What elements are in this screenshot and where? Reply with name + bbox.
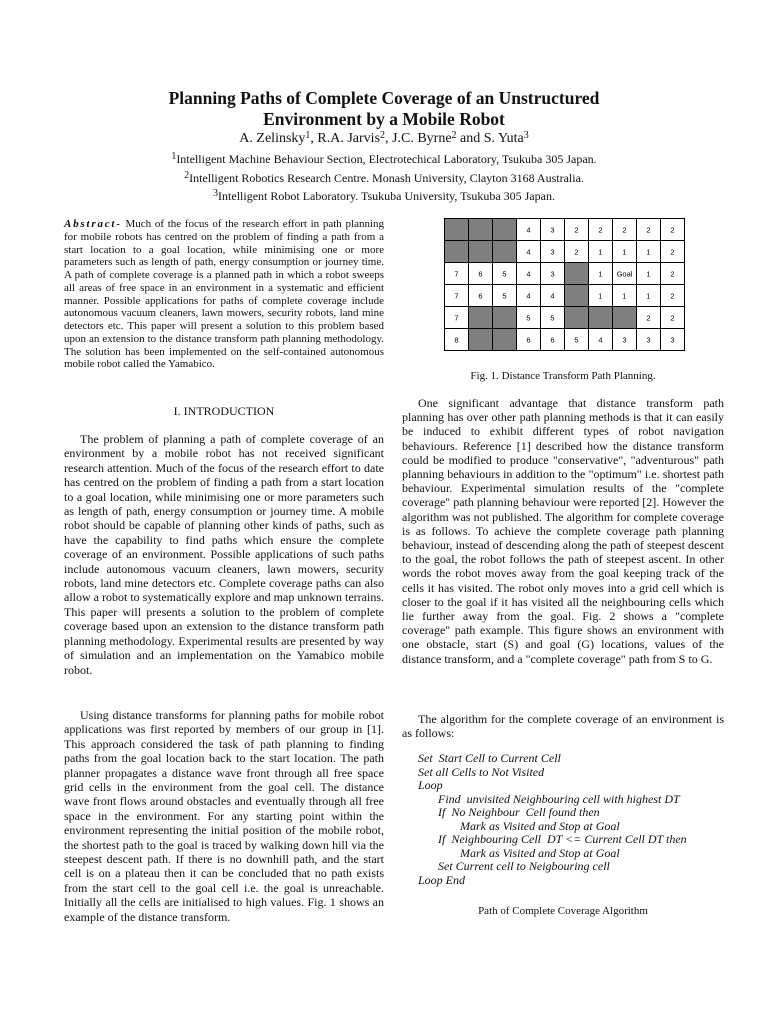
author-sup: 3 bbox=[523, 130, 529, 141]
author-sup: 1 bbox=[305, 130, 311, 141]
grid-cell-value: 3 bbox=[646, 335, 651, 345]
author-sep: and bbox=[456, 131, 484, 146]
grid-cell-value: 4 bbox=[526, 291, 531, 301]
author-name: S. Yuta bbox=[483, 131, 524, 146]
affiliation-num: 3 bbox=[213, 188, 219, 199]
algorithm-line: Set all Cells to Not Visited bbox=[418, 764, 545, 779]
author-sup: 2 bbox=[451, 130, 457, 141]
grid-cell-value: 2 bbox=[574, 247, 579, 257]
section-heading-introduction: I. INTRODUCTION bbox=[173, 404, 275, 418]
grid-cell-value: 5 bbox=[502, 291, 507, 301]
grid-cell-value: 1 bbox=[646, 291, 651, 301]
grid-cell-obstacle bbox=[493, 307, 517, 329]
author-name: A. Zelinsky bbox=[239, 131, 306, 146]
grid-cell-value: 1 bbox=[646, 247, 651, 257]
affiliation-text: Intelligent Robot Laboratory. Tsukuba University, Tsukuba 305 Japan. bbox=[218, 189, 555, 203]
grid-cell-obstacle bbox=[613, 307, 637, 329]
grid-cell-value: 4 bbox=[526, 269, 531, 279]
grid-cell-value: 2 bbox=[670, 291, 675, 301]
algorithm-line: Mark as Visited and Stop at Goal bbox=[460, 818, 620, 833]
abstract-paragraph bbox=[64, 218, 384, 371]
paragraph-text: Using distance transforms for planning paths for mobile robot applications was first reported by members of our group in [1]. This approach considered the task of path planning to finding paths from the goal location back to the start location. The path planner propagates a distance wave front through all free space grid cells in the environment from the goal cell. The distance wave front flows around obstacles and eventually through all free space in the environment. For any starting point within the environment representing the initial position of the mobile robot, the shortest path to the goal is traced by walking down hill via the steepest descent path. If there is no downhill path, and the start cell is on a plateau then it can be concluded that no path exists from the start cell to the goal cell i.e. the goal is unreachable. Initially all the cells are initialised to high values. Fig. 1 shows an example of the distance transform. bbox=[64, 708, 384, 924]
grid-cell-obstacle bbox=[589, 307, 613, 329]
distance-transform-grid bbox=[444, 218, 686, 352]
affiliation-1 bbox=[0, 152, 768, 166]
grid-cell-value: 5 bbox=[526, 313, 531, 323]
paragraph-text: The algorithm for the complete coverage of an environment is as follows: bbox=[402, 712, 724, 741]
grid-cell-value: 3 bbox=[550, 247, 555, 257]
grid-cell-value: 3 bbox=[550, 269, 555, 279]
paragraph-text: One significant advantage that distance transform path planning has over other path planning methods is that it can easily be induced to exhibit different types of robot navigation behaviours. Reference [1] described how the distance transform could be modified to produce "conservative", "adventurous" path planning behaviours in addition to the "optimum" i.e. shortest path behaviour. Experimental simulation results of the "complete coverage" path planning behaviour were reported [2]. However the algorithm was not published. The algorithm for complete coverage is as follows. To achieve the complete coverage path planning behaviour, instead of descending along the path of steepest descent to the goal, the robot follows the path of steepest ascent. In other words the robot moves away from the goal keeping track of the cells it has visited. The robot only moves into a grid cell which is closer to the goal if it has visited all the neighbouring cells which lie further away from the goal. Fig. 2 shows a "complete coverage" path example. This figure shows an environment with one obstacle, start (S) and goal (G) locations, values of the distance transform, and a "complete coverage" path from S to G. bbox=[402, 396, 724, 666]
affiliation-num: 2 bbox=[184, 170, 190, 181]
grid-cell-obstacle bbox=[565, 263, 589, 285]
grid-cell-value: 6 bbox=[478, 269, 483, 279]
grid-cell-obstacle bbox=[469, 219, 493, 241]
abstract bbox=[64, 218, 384, 371]
grid-cell-obstacle bbox=[469, 329, 493, 351]
affiliation-text: Intelligent Robotics Research Centre. Monash University, Clayton 3168 Australia. bbox=[189, 171, 584, 185]
grid-cell-value: 2 bbox=[646, 313, 651, 323]
algorithm-line: Find unvisited Neighbouring cell with highest DT bbox=[438, 791, 680, 806]
grid-cell-value: 1 bbox=[622, 247, 627, 257]
grid-cell-value: 2 bbox=[598, 225, 603, 235]
author-sep: , bbox=[385, 131, 393, 146]
algorithm-line: Mark as Visited and Stop at Goal bbox=[460, 845, 620, 860]
paper-title bbox=[0, 88, 768, 130]
algorithm-line: Set Start Cell to Current Cell bbox=[418, 751, 561, 765]
grid-cell-value: 5 bbox=[550, 313, 555, 323]
grid-cell-obstacle bbox=[565, 285, 589, 307]
grid-cell-obstacle bbox=[493, 219, 517, 241]
abstract-text: Much of the focus of the research effort in path planning for mobile robots has centred on the problem of finding a path from a start location to a goal location, while minimising one or more parameters such as length of path, energy consumption or journey time. A path of complete coverage is a planned path in which a robot sweeps all areas of free space in an environment in a systematic and efficient manner. Possible applications for paths of complete coverage include autonomous vacuum cleaners, lawn mowers, security robots, land mine detectors etc. This paper will present a solution to this problem based upon an extension to the distance transform path planning methodology. The solution has been implemented on the self-contained autonomous mobile robot called the Yamabico. bbox=[64, 218, 385, 371]
affiliation-text: Intelligent Machine Behaviour Section, Electrotechical Laboratory, Tsukuba 305 Japan. bbox=[176, 152, 597, 166]
goal-cell-label: Goal bbox=[616, 269, 633, 279]
grid-cell-value: 7 bbox=[454, 313, 459, 323]
grid-cell-obstacle bbox=[493, 329, 517, 351]
algorithm-line: Loop End bbox=[418, 872, 466, 887]
grid-cell-value: 6 bbox=[526, 335, 531, 345]
grid-cell-value: 3 bbox=[550, 225, 555, 235]
grid-cell-obstacle bbox=[565, 307, 589, 329]
grid-cell-value: 4 bbox=[598, 335, 603, 345]
grid-cell-obstacle bbox=[469, 307, 493, 329]
grid-cell-value: 5 bbox=[574, 335, 579, 345]
author-sup: 2 bbox=[380, 130, 386, 141]
grid-cell-value: 2 bbox=[646, 225, 651, 235]
grid-cell-value: 6 bbox=[550, 335, 555, 345]
title-line-1: Planning Paths of Complete Coverage of an Unstructured bbox=[168, 88, 600, 108]
title-line-2: Environment by a Mobile Robot bbox=[263, 109, 505, 129]
author-sep: , bbox=[310, 131, 318, 146]
grid-cell-value: 7 bbox=[454, 291, 459, 301]
algorithm-line: Set Current cell to Neigbouring cell bbox=[438, 859, 610, 873]
grid-cell-value: 1 bbox=[598, 269, 603, 279]
affiliation-3 bbox=[0, 189, 768, 203]
right-paragraph-2 bbox=[402, 712, 724, 741]
algorithm-line: If No Neighbour Cell found then bbox=[438, 805, 600, 819]
grid-cell-value: 8 bbox=[454, 335, 459, 345]
affiliation-2 bbox=[0, 171, 768, 185]
grid-cell-value: 3 bbox=[622, 335, 627, 345]
paragraph-text: The problem of planning a path of complete coverage of an environment by a mobile robot has not received significant research attention. Much of the focus of the research effort to date has centred on the problem of finding a path from a start location to a goal location, while minimising one or more parameters such as length of path, energy consumption or journey time. A mobile robot should be capable of planning other kinds of paths, such as have the capability to find paths which ensure the complete coverage of an environment. Possible applications of such paths include autonomous vacuum cleaners, lawn mowers, security robots, land mine detectors etc. Complete coverage paths can also allow a robot to systematically explore and map unknown terrains. This paper will presents a solution to the problem of complete coverage based upon an extension to the distance transform path planning methodology. Experimental results are presented by way of simulation and an implementation on the Yamabico mobile robot. bbox=[64, 432, 384, 677]
intro-paragraph-1 bbox=[64, 432, 384, 677]
grid-cell-value: 2 bbox=[574, 225, 579, 235]
grid-cell-obstacle bbox=[469, 241, 493, 263]
grid-cell-obstacle bbox=[445, 241, 469, 263]
grid-cell-value: 1 bbox=[622, 291, 627, 301]
intro-paragraph-2 bbox=[64, 708, 384, 924]
figure-1-caption: Fig. 1. Distance Transform Path Planning. bbox=[470, 370, 656, 382]
algorithm-listing bbox=[418, 752, 687, 887]
right-paragraph-1 bbox=[402, 396, 724, 666]
grid-cell-value: 5 bbox=[502, 269, 507, 279]
grid-cell-value: 3 bbox=[670, 335, 675, 345]
algorithm-line: Loop bbox=[418, 778, 443, 792]
grid-cell-value: 4 bbox=[526, 247, 531, 257]
abstract-label: Abstract- bbox=[64, 218, 122, 230]
grid-cell-value: 4 bbox=[550, 291, 555, 301]
grid-cell-value: 2 bbox=[670, 225, 675, 235]
grid-cell-value: 2 bbox=[670, 269, 675, 279]
author-name: J.C. Byrne bbox=[392, 131, 452, 146]
author-list bbox=[0, 130, 768, 148]
algorithm-line: If Neighbouring Cell DT <= Current Cell DT then bbox=[438, 832, 687, 846]
grid-cell-value: 1 bbox=[646, 269, 651, 279]
grid-cell-obstacle bbox=[445, 219, 469, 241]
grid-cell-value: 1 bbox=[598, 247, 603, 257]
grid-cell-value: 2 bbox=[670, 313, 675, 323]
grid-cell-value: 1 bbox=[598, 291, 603, 301]
grid-cell-value: 6 bbox=[478, 291, 483, 301]
grid-cell-value: 2 bbox=[622, 225, 627, 235]
author-name: R.A. Jarvis bbox=[317, 131, 381, 146]
algorithm-caption: Path of Complete Coverage Algorithm bbox=[478, 905, 648, 917]
grid-cell-value: 7 bbox=[454, 269, 459, 279]
grid-cell-value: 2 bbox=[670, 247, 675, 257]
grid-cell-obstacle bbox=[493, 241, 517, 263]
affiliation-num: 1 bbox=[171, 151, 177, 162]
grid-cell-value: 4 bbox=[526, 225, 531, 235]
